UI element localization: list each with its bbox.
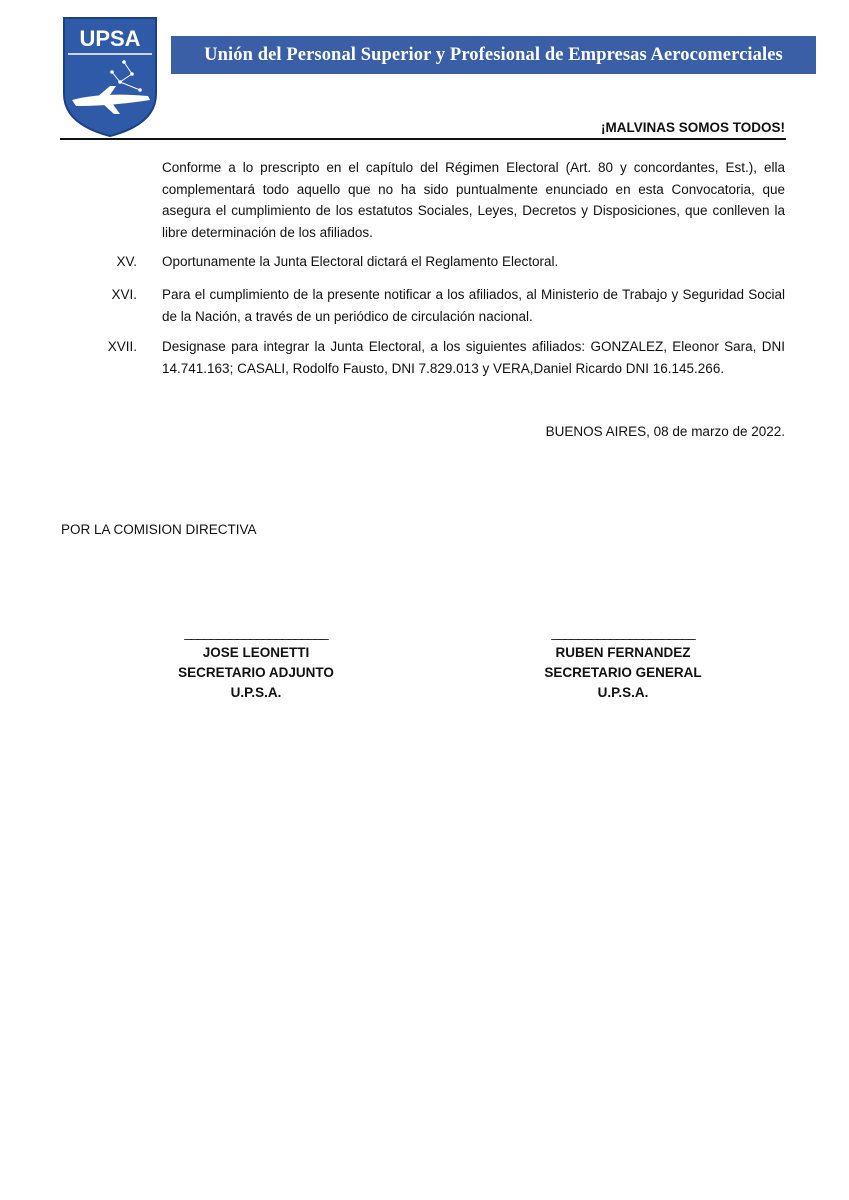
signer-name: RUBEN FERNANDEZ	[555, 645, 691, 660]
item-number: XV.	[116, 254, 137, 269]
item-text: Para el cumplimiento de la presente notificar a los afiliados, al Ministerio de Trabajo y Seguridad Social de la Nación, a través de un periódico de circulación nacional.	[162, 287, 785, 324]
date-line: BUENOS AIRES, 08 de marzo de 2022.	[545, 424, 785, 439]
item-text: Oportunamente la Junta Electoral dictará el Reglamento Electoral.	[162, 254, 559, 269]
item-number: XVI.	[111, 287, 137, 302]
signer-org: U.P.S.A.	[597, 685, 649, 700]
item-number: XVII.	[107, 339, 137, 354]
signer-name: JOSE LEONETTI	[202, 645, 310, 660]
por-line: POR LA COMISION DIRECTIVA	[61, 522, 257, 537]
organization-banner: Unión del Personal Superior y Profesional de Empresas Aerocomerciales	[171, 36, 816, 74]
slogan: ¡MALVINAS SOMOS TODOS!	[600, 120, 785, 135]
signature-line: ______________________	[184, 625, 328, 640]
signer-role: SECRETARIO ADJUNTO	[178, 665, 334, 680]
signer-org: U.P.S.A.	[230, 685, 282, 700]
logo-text: UPSA	[79, 26, 141, 51]
intro-paragraph: Conforme a lo prescripto en el capítulo del Régimen Electoral (Art. 80 y concordantes, Est.), ella complementará todo aquello que no ha sido puntualmente enunciado en esta Convocatoria, que asegura el cumplimiento de los estatutos Sociales, Leyes, Decretos y Disposiciones, que conlleven la libre determinación de los afiliados.	[162, 160, 785, 240]
signer-role: SECRETARIO GENERAL	[544, 665, 702, 680]
upsa-logo	[62, 16, 158, 138]
signature-block-left	[146, 623, 366, 703]
signature-block-right	[513, 623, 733, 703]
signature-line: ______________________	[551, 625, 695, 640]
header-divider	[60, 138, 786, 140]
item-text: Designase para integrar la Junta Electoral, a los siguientes afiliados: GONZALEZ, Eleonor Sara, DNI 14.741.163; CASALI, Rodolfo Fausto, DNI 7.829.013 y VERA,Daniel Ricardo DNI 16.145.266.	[162, 339, 785, 376]
